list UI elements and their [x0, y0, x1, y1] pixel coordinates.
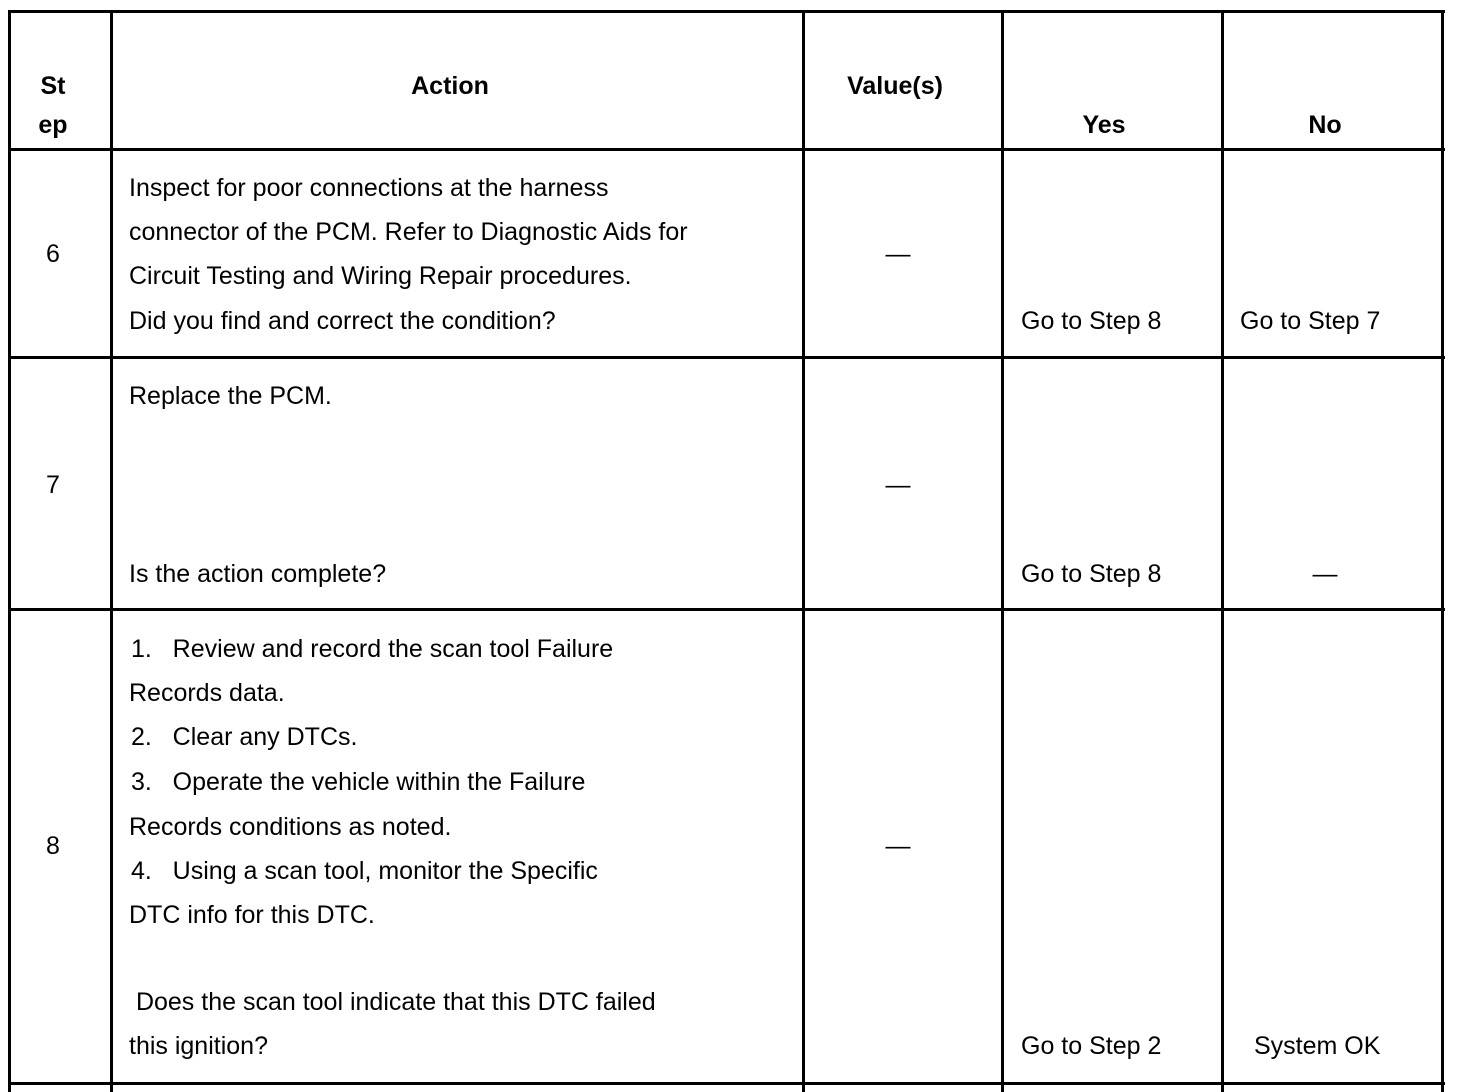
row-divider [8, 608, 1445, 611]
action-question: this ignition? [129, 1032, 268, 1060]
header-values: Value(s) [847, 72, 943, 100]
action-text: 3. Operate the vehicle within the Failure [131, 768, 586, 796]
action-question: Is the action complete? [129, 560, 387, 588]
action-text: Records data. [129, 679, 285, 707]
column-divider [1221, 10, 1224, 1092]
step-number: 8 [46, 832, 60, 860]
value-dash: — [885, 832, 911, 860]
action-text: Inspect for poor connections at the harness [129, 174, 609, 202]
action-text: Circuit Testing and Wiring Repair procedures. [129, 262, 632, 290]
action-question: Did you find and correct the condition? [129, 307, 556, 335]
action-text: 4. Using a scan tool, monitor the Specific [131, 857, 598, 885]
table-border-top [8, 10, 1445, 13]
action-question: Does the scan tool indicate that this DTC failed [129, 988, 656, 1016]
header-no: No [1308, 111, 1342, 139]
header-action: Action [411, 72, 489, 100]
action-text: 2. Clear any DTCs. [131, 723, 358, 751]
column-divider [1001, 10, 1004, 1092]
table-border-bottom [8, 1082, 1445, 1085]
yes-outcome: Go to Step 2 [1021, 1032, 1162, 1060]
value-dash: — [885, 471, 911, 499]
yes-outcome: Go to Step 8 [1021, 560, 1162, 588]
header-bottom-border [8, 148, 1445, 151]
column-divider [802, 10, 805, 1092]
value-dash: — [885, 240, 911, 268]
table-border-right [1441, 10, 1444, 1092]
action-text: Records conditions as noted. [129, 813, 452, 841]
header-yes: Yes [1082, 111, 1126, 139]
header-step-line2: ep [38, 111, 68, 139]
header-step-line1: St [40, 72, 66, 100]
action-text: DTC info for this DTC. [129, 901, 375, 929]
column-divider [110, 10, 113, 1092]
step-number: 6 [46, 240, 60, 268]
row-divider [8, 356, 1445, 359]
no-outcome: System OK [1254, 1032, 1381, 1060]
action-text: Replace the PCM. [129, 382, 332, 410]
step-number: 7 [46, 471, 60, 499]
yes-outcome: Go to Step 8 [1021, 307, 1162, 335]
no-outcome: — [1312, 560, 1338, 588]
table-border-left [8, 10, 11, 1092]
no-outcome: Go to Step 7 [1240, 307, 1381, 335]
action-text: connector of the PCM. Refer to Diagnostic Aids for [129, 218, 688, 246]
action-text: 1. Review and record the scan tool Failure [131, 635, 614, 663]
